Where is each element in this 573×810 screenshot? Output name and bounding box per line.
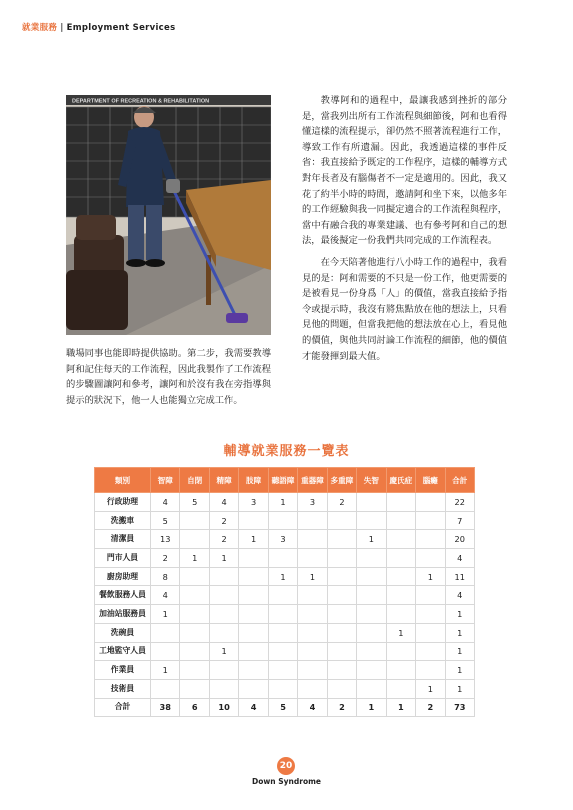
total-label: 合計 — [95, 698, 151, 717]
table-cell — [327, 586, 356, 605]
table-cell — [416, 530, 445, 549]
row-label: 門市人員 — [95, 549, 151, 568]
table-cell — [357, 511, 386, 530]
table-row — [95, 493, 475, 512]
total-cell: 1 — [386, 698, 415, 717]
table-cell — [151, 679, 180, 698]
table-cell: 1 — [416, 567, 445, 586]
table-cell — [239, 679, 268, 698]
table-cell — [327, 661, 356, 680]
table-cell: 11 — [445, 567, 474, 586]
table-cell: 4 — [209, 493, 238, 512]
table-cell — [327, 530, 356, 549]
table-cell: 2 — [327, 493, 356, 512]
table-cell: 2 — [209, 511, 238, 530]
table-cell — [386, 661, 415, 680]
table-cell — [386, 549, 415, 568]
table-cell: 5 — [180, 493, 209, 512]
table-cell: 2 — [151, 549, 180, 568]
table-cell: 4 — [151, 493, 180, 512]
table-cell — [357, 642, 386, 661]
table-cell — [239, 586, 268, 605]
table-cell — [357, 679, 386, 698]
row-label: 作業員 — [95, 661, 151, 680]
table-cell: 1 — [386, 623, 415, 642]
table-header-cell: 合計 — [445, 468, 474, 493]
table-cell — [268, 549, 297, 568]
table-cell — [416, 605, 445, 624]
total-cell: 10 — [209, 698, 238, 717]
right-paragraph-2: 在今天陪著他進行八小時工作的過程中，我看見的是：阿和需要的不只是一份工作，他更需要的是被看見一份身爲「人」的價值，當我直接給予指令或提示時，我沒有將焦點放在他的想法上，只看見他的問題，但當我把他的想法放在心上，看見他的價值，與他共同討論工作流程的細節，他的價值才能發揮到最大值。 — [302, 256, 507, 362]
table-cell — [268, 623, 297, 642]
table-row — [95, 586, 475, 605]
table-cell — [327, 642, 356, 661]
table-cell — [298, 642, 327, 661]
table-cell — [327, 511, 356, 530]
employment-services-table — [94, 467, 475, 717]
total-cell: 38 — [151, 698, 180, 717]
table-cell — [209, 567, 238, 586]
table-header-cell: 自閉 — [180, 468, 209, 493]
table-cell — [180, 623, 209, 642]
row-label: 加油站服務員 — [95, 605, 151, 624]
total-cell: 73 — [445, 698, 474, 717]
table-total-row — [95, 698, 475, 717]
table-cell: 1 — [180, 549, 209, 568]
table-row — [95, 605, 475, 624]
table-cell — [357, 605, 386, 624]
left-paragraph: 職場同事也能即時提供協助。第二步，我需要教導阿和記住每天的工作流程，因此我製作了工作流程的步驟圖讓阿和參考，讓阿和於沒有我在旁指導與提示的狀況下，他一人也能獨立完成工作。 — [66, 348, 271, 406]
row-label: 清潔員 — [95, 530, 151, 549]
table-cell: 1 — [239, 530, 268, 549]
table-cell — [209, 605, 238, 624]
table-cell: 22 — [445, 493, 474, 512]
table-cell — [268, 642, 297, 661]
total-cell: 2 — [327, 698, 356, 717]
table-cell: 1 — [209, 642, 238, 661]
table-header-cell: 精障 — [209, 468, 238, 493]
table-title: 輔導就業服務一覽表 — [223, 444, 350, 459]
table-cell — [357, 623, 386, 642]
table-cell — [386, 511, 415, 530]
table-header-cell: 慶氏症 — [386, 468, 415, 493]
table-header-cell: 肢障 — [239, 468, 268, 493]
row-label: 洗碗員 — [95, 623, 151, 642]
table-cell — [268, 605, 297, 624]
table-row — [95, 511, 475, 530]
table-header-cell: 失智 — [357, 468, 386, 493]
table-header-cell: 多重障 — [327, 468, 356, 493]
table-cell — [386, 642, 415, 661]
table-cell — [298, 661, 327, 680]
table-cell — [180, 586, 209, 605]
table-cell — [239, 642, 268, 661]
table-cell — [239, 511, 268, 530]
table-cell — [239, 549, 268, 568]
table-cell — [416, 661, 445, 680]
table-cell: 1 — [445, 679, 474, 698]
table-cell — [298, 623, 327, 642]
footer-text: Down Syndrome — [251, 777, 321, 786]
table-cell — [386, 679, 415, 698]
total-cell: 4 — [298, 698, 327, 717]
table-row — [95, 661, 475, 680]
running-header — [22, 21, 175, 33]
table-row — [95, 549, 475, 568]
table-cell: 4 — [151, 586, 180, 605]
table-cell — [239, 605, 268, 624]
table-cell — [298, 530, 327, 549]
table-cell — [298, 511, 327, 530]
table-cell — [357, 567, 386, 586]
row-label: 洗搬車 — [95, 511, 151, 530]
table-header-row — [95, 468, 475, 493]
table-cell — [180, 642, 209, 661]
table-cell: 2 — [209, 530, 238, 549]
table-cell — [239, 623, 268, 642]
table-cell — [416, 586, 445, 605]
table-body — [95, 493, 475, 717]
table-cell — [357, 661, 386, 680]
table-cell — [298, 586, 327, 605]
table-cell — [151, 642, 180, 661]
table-cell — [209, 679, 238, 698]
table-cell — [151, 623, 180, 642]
table-cell — [180, 530, 209, 549]
table-cell — [298, 605, 327, 624]
table-cell — [357, 549, 386, 568]
table-cell — [239, 661, 268, 680]
table-cell — [209, 661, 238, 680]
table-cell — [386, 493, 415, 512]
table-cell — [209, 623, 238, 642]
table-cell: 20 — [445, 530, 474, 549]
table-cell — [327, 605, 356, 624]
table-cell: 13 — [151, 530, 180, 549]
table-header-cell: 腦癱 — [416, 468, 445, 493]
table-cell — [180, 679, 209, 698]
table-cell: 1 — [151, 605, 180, 624]
table-cell — [180, 511, 209, 530]
photo-sign-text: DEPARTMENT OF RECREATION & REHABILITATION — [72, 98, 210, 105]
table-row — [95, 530, 475, 549]
table-cell: 1 — [416, 679, 445, 698]
table-cell — [180, 567, 209, 586]
left-column — [66, 346, 271, 408]
header-section-zh: 就業服務 — [22, 23, 58, 33]
table-cell: 1 — [357, 530, 386, 549]
table-cell — [386, 586, 415, 605]
table-cell: 3 — [239, 493, 268, 512]
table-row — [95, 679, 475, 698]
table-cell — [268, 679, 297, 698]
table-cell — [268, 511, 297, 530]
table-cell — [298, 549, 327, 568]
row-label: 行政助理 — [95, 493, 151, 512]
total-cell: 2 — [416, 698, 445, 717]
total-cell: 5 — [268, 698, 297, 717]
total-cell: 6 — [180, 698, 209, 717]
right-paragraph-1: 教導阿和的過程中，最讓我感到挫折的部分是，當我列出所有工作流程與細節後，阿和也看得懂這樣的流程提示，卻仍然不照著流程進行工作，導致工作有所遺漏。因此，我透過這樣的事件反省：我直接給予既定的工作程序，這樣的輔導方式對年長者及有腦傷者不一定是適用的。因此，我又花了約半小時的時間，邀請阿和坐下來，以他多年的工作經驗與我一同擬定適合的工作流程與程序，當中有融合我的專業建議、也有參考阿和自己的想法，最後擬定一份我們共同完成的工作流程表。 — [302, 95, 507, 247]
table-cell — [386, 567, 415, 586]
table-header-cell: 聽語障 — [268, 468, 297, 493]
table-row — [95, 642, 475, 661]
table-cell: 4 — [445, 586, 474, 605]
table-cell: 8 — [151, 567, 180, 586]
table-cell — [327, 679, 356, 698]
table-cell — [416, 511, 445, 530]
table-cell — [209, 586, 238, 605]
total-cell: 4 — [239, 698, 268, 717]
table-cell: 1 — [445, 623, 474, 642]
table-header-cell: 重器障 — [298, 468, 327, 493]
table-cell — [416, 493, 445, 512]
table-cell — [180, 605, 209, 624]
table-cell: 1 — [268, 493, 297, 512]
table-cell — [327, 567, 356, 586]
table-row — [95, 623, 475, 642]
table-cell: 4 — [445, 549, 474, 568]
table-cell: 1 — [445, 642, 474, 661]
row-label: 工地監守人員 — [95, 642, 151, 661]
table-cell — [239, 567, 268, 586]
table-cell: 1 — [445, 661, 474, 680]
table-cell — [268, 586, 297, 605]
row-label: 廚房助理 — [95, 567, 151, 586]
table-cell: 1 — [268, 567, 297, 586]
table-cell — [416, 623, 445, 642]
table-header-cell: 智障 — [151, 468, 180, 493]
table-cell: 1 — [445, 605, 474, 624]
total-cell: 1 — [357, 698, 386, 717]
table-cell — [386, 530, 415, 549]
table-cell: 7 — [445, 511, 474, 530]
table-cell: 3 — [298, 493, 327, 512]
page-number: 20 — [277, 757, 295, 775]
table-cell — [180, 661, 209, 680]
row-label: 技術員 — [95, 679, 151, 698]
table-cell: 1 — [151, 661, 180, 680]
table-cell — [357, 493, 386, 512]
table-cell — [357, 586, 386, 605]
table-cell: 5 — [151, 511, 180, 530]
table-cell — [327, 623, 356, 642]
table-cell — [416, 549, 445, 568]
article-photo — [66, 95, 271, 335]
table-cell: 1 — [298, 567, 327, 586]
header-separator: | — [60, 23, 64, 33]
table-cell — [268, 661, 297, 680]
right-column — [302, 93, 507, 364]
table-cell — [298, 679, 327, 698]
table-header-cell: 類別 — [95, 468, 151, 493]
row-label: 餐飲服務人員 — [95, 586, 151, 605]
table-cell: 1 — [209, 549, 238, 568]
table-row — [95, 567, 475, 586]
table-cell — [416, 642, 445, 661]
table-cell — [386, 605, 415, 624]
table-cell: 3 — [268, 530, 297, 549]
header-section-en: Employment Services — [66, 23, 176, 33]
table-cell — [327, 549, 356, 568]
